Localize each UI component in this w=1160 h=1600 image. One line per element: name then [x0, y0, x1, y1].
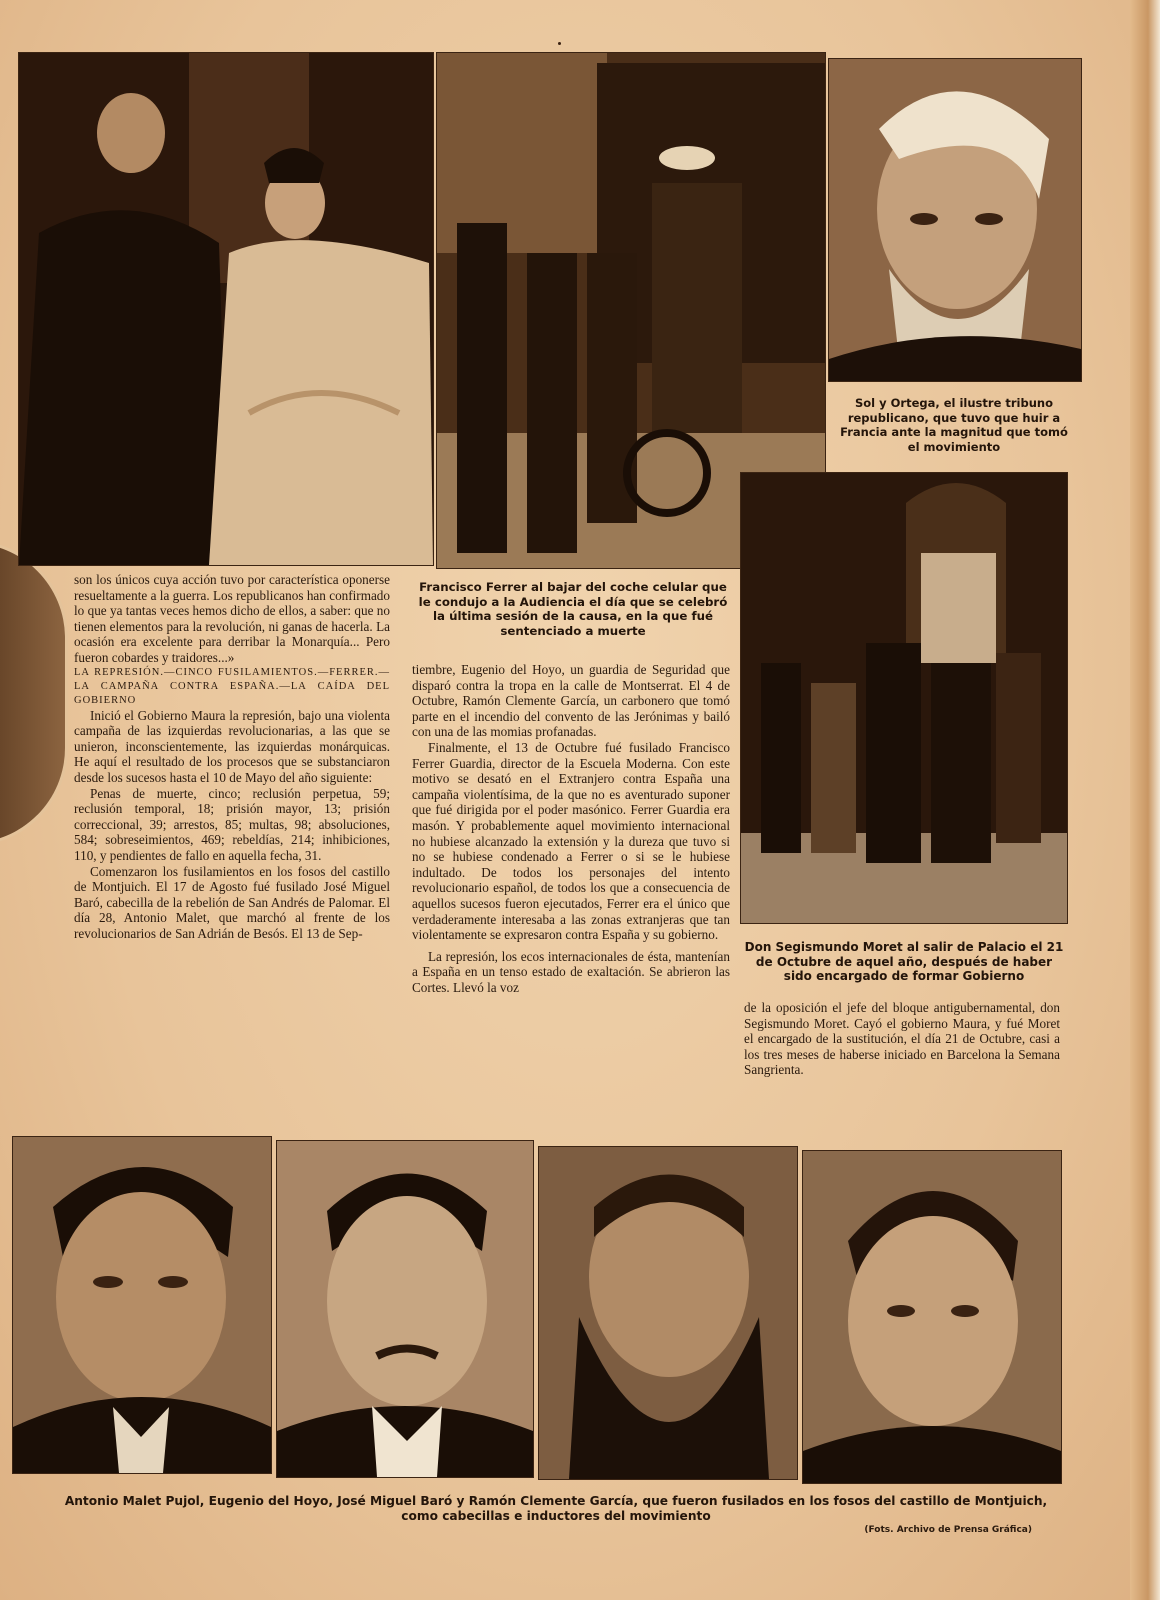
paragraph: son los únicos cuya acción tuvo por característica oponerse resueltamente a la guerra. Los republicanos han confirmado lo que ya tantas veces hemos dicho de ellos, a saber: que no tienen elementos para la revolución, ni ganas de hacerla. La ocasión era excelente para derribar la Monarquía... Pero fueron cobardes y traidores...» [74, 572, 390, 665]
article-column-2 [412, 662, 730, 995]
paragraph: de la oposición el jefe del bloque antigubernamental, don Segismundo Moret. Cayó el gobierno Maura, y fué Moret el encargado de la sustitución, el día 21 de Octubre, casi a los tres meses de haberse iniciado en Barcelona la Semana Sangrienta. [744, 1000, 1060, 1078]
portrait-4 [802, 1150, 1062, 1484]
paper-edge [1130, 0, 1160, 1600]
section-subhead: LA REPRESIÓN.—CINCO FUSILAMIENTOS.—FERRER.—LA CAMPAÑA CONTRA ESPAÑA.—LA CAÍDA DEL GOBIERNO [74, 666, 390, 706]
caption-ferrer: Francisco Ferrer al bajar del coche celular que le condujo a la Audiencia el día que se celebró la última sesión de la causa, en la que fué sentenciado a muerte [418, 580, 728, 638]
paragraph: Inició el Gobierno Maura la represión, bajo una violenta campaña de las izquierdas revolucionarias, a las que se unieron, inconscientemente, las izquierdas monárquicas. He aquí el resultado de los procesos que se substanciaron desde los sucesos hasta el 10 de Mayo del año siguiente: [74, 707, 390, 785]
portrait-2 [276, 1140, 534, 1478]
caption-moret: Don Segismundo Moret al salir de Palacio el 21 de Octubre de aquel año, después de haber sido encargado de formar Gobierno [744, 940, 1064, 983]
article-column-1 [74, 572, 390, 941]
photo-credit: (Fots. Archivo de Prensa Gráfica) [864, 1525, 1032, 1535]
article-column-3 [744, 1000, 1060, 1078]
photo-sol-ortega [828, 58, 1082, 382]
photo-moret [740, 472, 1068, 924]
caption-sol-ortega: Sol y Ortega, el ilustre tribuno republicano, que tuvo que huir a Francia ante la magnitud que tomó el movimiento [840, 396, 1068, 454]
paragraph: Comenzaron los fusilamientos en los fosos del castillo de Montjuich. El 17 de Agosto fué fusilado José Miguel Baró, cabecilla de la rebelión de San Andrés de Palomar. El día 28, Antonio Malet, que marchó al frente de los revolucionarios de San Adrián de Besós. El 13 de Sep- [74, 863, 390, 941]
cropped-round-photo [0, 540, 68, 846]
portrait-1 [12, 1136, 272, 1474]
portrait-3 [538, 1146, 798, 1480]
print-dot [558, 42, 561, 45]
paragraph: Finalmente, el 13 de Octubre fué fusilado Francisco Ferrer Guardia, director de la Escuela Moderna. Con este motivo se desató en el Extranjero contra España una campaña violentísima, de la que no es aventurado suponer que fué dirigida por el poder masónico. Ferrer Guardia era masón. Y probablemente aquel movimiento internacional no hubiese alcanzado la extensión y la dureza que tuvo si no se hubiese condenado a Ferrer o si se le hubiese indultado. De todos los personajes del intento revolucionario español, de todos los que a consecuencia de aquellos sucesos fueron ejecutados, Ferrer era el único que verdaderamente interesaba a las zonas extranjeras que tan violentamente se expresaron contra España y su gobierno. [412, 739, 730, 943]
caption-bottom: Antonio Malet Pujol, Eugenio del Hoyo, José Miguel Baró y Ramón Clemente García, que fueron fusilados en los fosos del castillo de Montjuich, como cabecillas e inductores del movimiento [64, 1494, 1048, 1523]
paragraph: Penas de muerte, cinco; reclusión perpetua, 59; reclusión temporal, 18; prisión mayor, 13; prisión correccional, 39; arrestos, 85; multas, 98; absoluciones, 584; sobreseimientos, 469; rebeldías, 214; inhibiciones, 110, y pendientes de fallo en aquella fecha, 31. [74, 785, 390, 863]
photo-couple [18, 52, 434, 566]
paragraph: La represión, los ecos internacionales de ésta, mantenían a España en un tenso estado de exaltación. Se abrieron las Cortes. Llevó la voz [412, 948, 730, 995]
paragraph: tiembre, Eugenio del Hoyo, un guardia de Seguridad que disparó contra la tropa en la calle de Montserrat. El 4 de Octubre, Ramón Clemente García, un carbonero que tomó parte en el incendio del convento de las Jerónimas y bailó con una de las momias profanadas. [412, 662, 730, 740]
